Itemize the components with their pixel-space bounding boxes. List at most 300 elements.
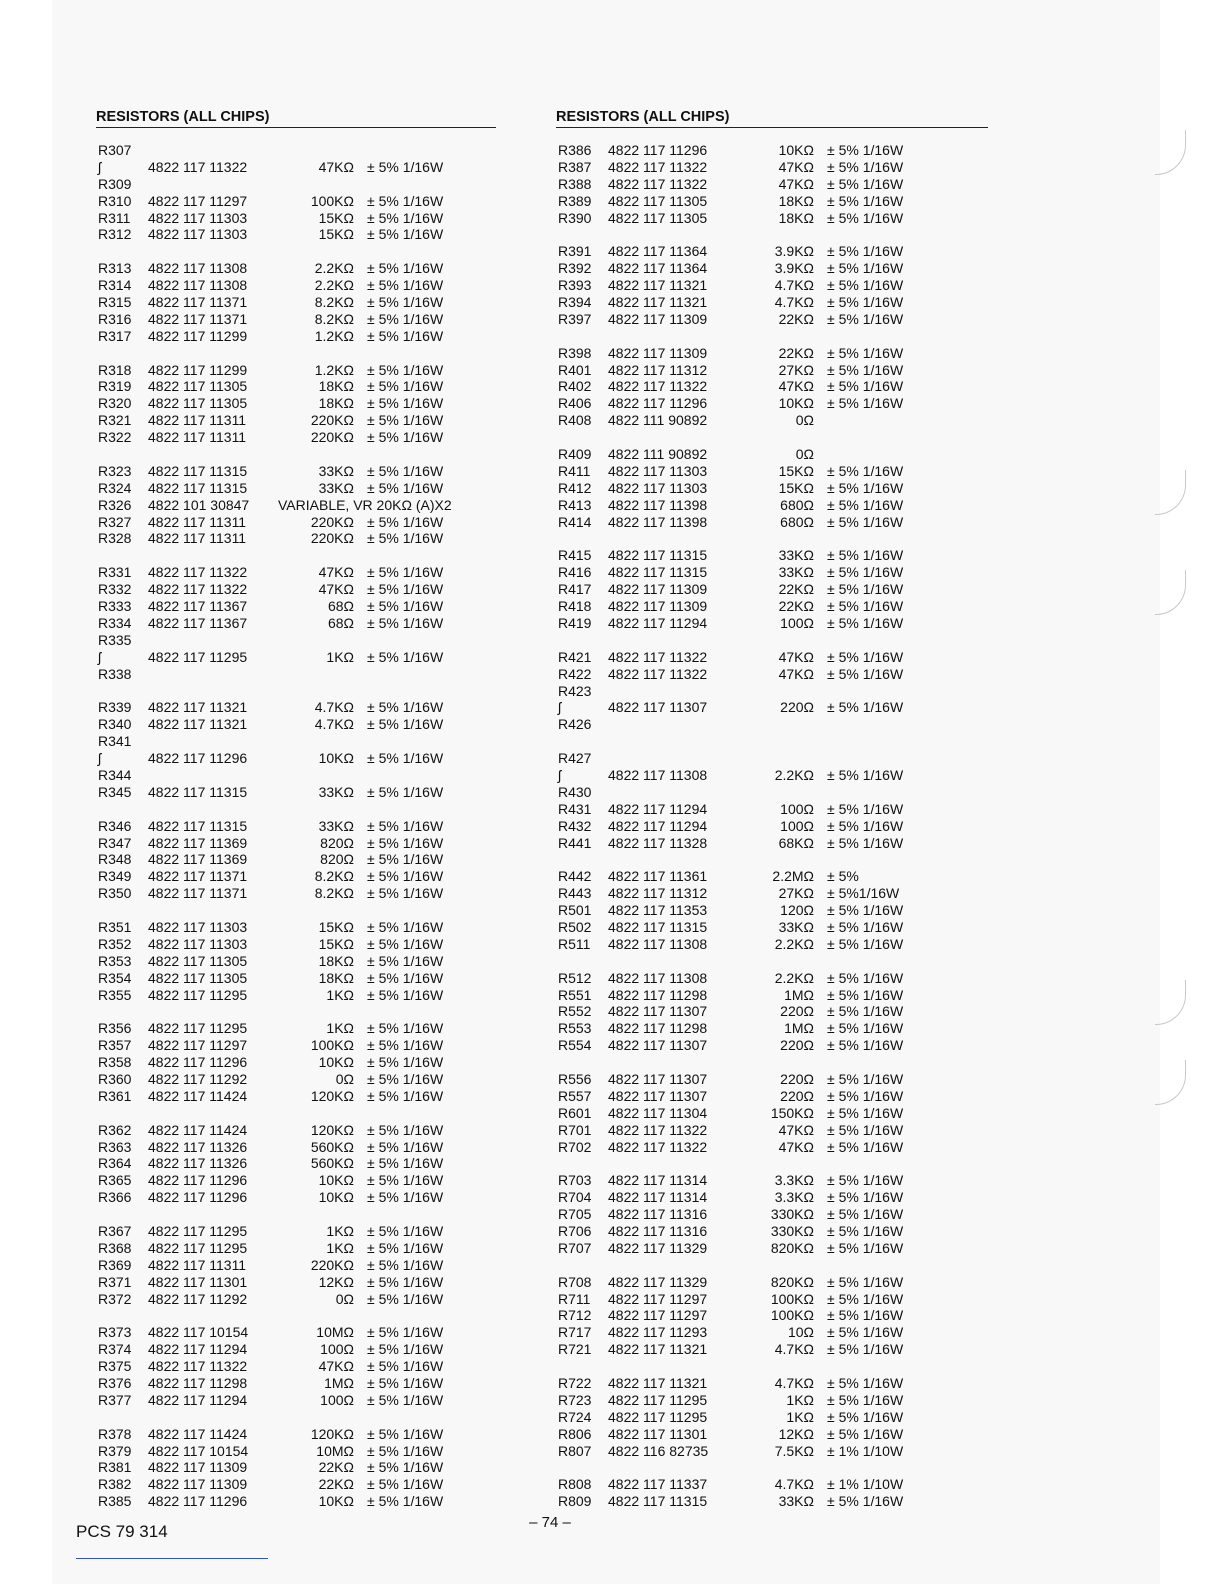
resistance-value: 330KΩ [770,1223,814,1239]
tolerance-rating: ± 5% 1/16W [367,1054,444,1071]
parts-row [556,1392,988,1409]
resistance-value: 33KΩ [318,817,354,834]
section-heading: RESISTORS (ALL CHIPS) [96,108,496,128]
tolerance-rating: ± 5% 1/16W [367,648,444,665]
tolerance-rating: ± 5% 1/16W [367,1391,444,1408]
ref-designator: R423 [558,682,592,699]
ref-designator: ʃ [558,699,562,716]
ref-designator: R388 [558,175,592,192]
part-number: 4822 117 11314 [608,1172,708,1189]
ref-designator: R362 [98,1121,132,1138]
resistance-value: 8.2KΩ [314,310,354,327]
ref-designator: R347 [98,834,132,851]
parts-row [556,294,988,311]
tolerance-rating: ± 5% 1/16W [367,834,444,851]
tolerance-rating: ± 5% 1/16W [367,581,444,598]
part-number: 4822 117 11315 [148,462,248,479]
part-number: 4822 117 11308 [608,766,708,783]
part-number: 4822 117 11308 [148,260,248,277]
parts-row [556,699,988,716]
tolerance-rating: ± 1% 1/10W [827,1442,904,1459]
part-number: 4822 117 11311 [148,412,247,429]
parts-row [556,615,988,632]
tolerance-rating: ± 5% 1/16W [827,986,904,1003]
part-number: 4822 117 11321 [148,716,248,733]
row-spacer [96,1206,496,1223]
ref-designator: R389 [558,192,592,209]
ref-designator: R340 [98,716,132,733]
ref-designator: R427 [558,750,592,767]
parts-row [556,1341,988,1358]
tolerance-rating: ± 5% 1/16W [367,378,444,395]
ref-designator: R501 [558,902,592,919]
resistance-value: 10MΩ [316,1324,354,1341]
part-number: 4822 117 11301 [608,1425,708,1442]
parts-row [96,598,496,615]
ref-designator: R408 [558,412,592,429]
resistance-value: 0Ω [795,446,814,463]
parts-row [556,547,988,564]
ref-designator: R552 [558,1003,592,1020]
tolerance-rating: ± 1% 1/10W [827,1476,904,1493]
row-spacer [556,953,988,970]
ref-designator: R352 [98,935,132,952]
ref-designator: R426 [558,716,592,733]
ref-designator: R385 [98,1493,132,1510]
tolerance-rating: ± 5% 1/16W [827,209,904,226]
parts-row [96,1274,496,1291]
resistance-value: 220KΩ [310,530,354,547]
ref-designator: R311 [98,209,131,226]
resistance-value: 220KΩ [310,429,354,446]
row-spacer [96,683,496,700]
part-number: 4822 117 11295 [148,1239,248,1256]
part-number: 4822 117 11315 [608,564,708,581]
ref-designator: R322 [98,429,132,446]
part-number: 4822 117 11364 [608,243,708,260]
ref-designator: R443 [558,885,592,902]
parts-row [556,1020,988,1037]
resistance-value: 120KΩ [310,1087,354,1104]
parts-row [96,395,496,412]
resistance-value: 330KΩ [770,1206,814,1223]
row-spacer [556,1257,988,1274]
parts-row [556,598,988,615]
part-number: 4822 117 11309 [608,344,708,361]
parts-row [556,1122,988,1139]
resistance-value: 1KΩ [326,1239,354,1256]
resistance-value: 18KΩ [318,969,354,986]
ref-designator: ʃ [98,648,102,665]
document-code: PCS 79 314 [76,1522,168,1541]
ref-designator: R418 [558,598,592,615]
ref-designator: R554 [558,1037,592,1054]
part-number: 4822 117 11369 [148,851,248,868]
resistance-value: 68Ω [327,614,354,631]
parts-row [96,1037,496,1054]
part-number: 4822 117 11315 [608,918,708,935]
parts-row [96,767,496,784]
parts-row [96,328,496,345]
ref-designator: R808 [558,1476,592,1493]
ref-designator: R724 [558,1408,592,1425]
ref-designator: R361 [98,1087,132,1104]
row-spacer [556,632,988,649]
resistance-value: 2.2KΩ [314,260,354,277]
tolerance-rating: ± 5% 1/16W [367,361,444,378]
ref-designator: R349 [98,868,132,885]
parts-row [556,142,988,159]
tolerance-rating: ± 5% 1/16W [367,530,444,547]
part-number: 4822 117 11296 [608,142,708,158]
ref-designator: R511 [558,935,591,952]
part-number: 4822 117 11322 [608,158,708,175]
resistance-value: 33KΩ [778,547,814,564]
tolerance-rating: ± 5% 1/16W [367,1290,444,1307]
resistance-value: 100Ω [320,1341,354,1358]
part-number: 4822 117 11296 [148,1189,248,1206]
ref-designator: R394 [558,294,592,311]
parts-row [556,581,988,598]
parts-row [96,530,496,547]
parts-row [556,362,988,379]
parts-row [96,1324,496,1341]
ref-designator: R409 [558,446,592,463]
part-number: 4822 117 11307 [608,1087,708,1104]
ref-designator: R442 [558,868,592,885]
part-number: 4822 117 11303 [608,462,708,479]
resistance-value: 1KΩ [786,1391,814,1408]
part-number: 4822 117 11371 [148,885,248,902]
tolerance-rating: ± 5% 1/16W [827,817,904,834]
resistance-value: 1MΩ [324,1375,354,1392]
parts-row [96,1443,496,1460]
row-spacer [556,1155,988,1172]
part-number: 4822 117 11322 [608,378,708,395]
part-number: 4822 117 11315 [148,783,248,800]
resistance-value: 820KΩ [770,1273,814,1290]
parts-row [556,936,988,953]
parts-row [96,1172,496,1189]
resistance-value: 10KΩ [778,142,814,158]
resistance-value: 4.7KΩ [774,1375,814,1392]
resistance-value: 18KΩ [318,378,354,395]
resistance-value: 120Ω [780,902,814,919]
tolerance-rating: ± 5% 1/16W [367,277,444,294]
ref-designator: R411 [558,462,591,479]
resistance-value: 3.9KΩ [774,243,814,260]
resistance-value: 4.7KΩ [774,277,814,294]
part-number: 4822 117 11297 [608,1290,708,1307]
resistance-value: 33KΩ [318,783,354,800]
tolerance-rating: ± 5% 1/16W [827,902,904,919]
parts-row [556,1139,988,1156]
tolerance-rating: ± 5% 1/16W [827,547,904,564]
tolerance-rating: ± 5% 1/16W [827,243,904,260]
resistance-value: 15KΩ [318,209,354,226]
tolerance-rating: ± 5% 1/16W [367,699,444,716]
binder-hole-mark [1155,980,1186,1025]
tolerance-rating: ± 5% 1/16W [827,310,904,327]
row-spacer [556,851,988,868]
part-number: 4822 117 11293 [608,1324,708,1341]
tolerance-rating: ± 5% 1/16W [367,1087,444,1104]
tolerance-rating: ± 5% 1/16W [827,158,904,175]
parts-list [556,142,988,1510]
parts-row [96,818,496,835]
resistance-value: 1.2KΩ [314,327,354,344]
ref-designator: R556 [558,1070,592,1087]
row-spacer [96,1003,496,1020]
parts-row [556,446,988,463]
ref-designator: R422 [558,665,592,682]
part-number: 4822 117 11307 [608,699,708,716]
ref-designator: R704 [558,1189,592,1206]
part-number: 4822 117 11296 [608,395,708,412]
resistance-value: 220KΩ [310,513,354,530]
part-number: 4822 117 11296 [148,1493,248,1510]
parts-row [96,1139,496,1156]
resistance-value: 18KΩ [318,395,354,412]
resistance-value: 47KΩ [778,648,814,665]
resistance-value: 68Ω [327,598,354,615]
parts-row [556,345,988,362]
parts-row [556,243,988,260]
parts-row [96,1459,496,1476]
tolerance-rating: ± 5% 1/16W [827,1223,904,1239]
part-number: 4822 117 11424 [148,1087,248,1104]
resistance-value: 4.7KΩ [774,294,814,311]
tolerance-rating: ± 5% 1/16W [827,1172,904,1189]
parts-row [556,902,988,919]
tolerance-rating: ± 5% 1/16W [367,716,444,733]
parts-row [556,1375,988,1392]
ref-designator: R355 [98,986,132,1003]
resistance-value: 68KΩ [778,834,814,851]
part-number: 4822 117 11424 [148,1121,248,1138]
part-number: 4822 117 11311 [148,530,247,547]
ref-designator: R369 [98,1256,132,1273]
parts-row [96,716,496,733]
tolerance-rating: ± 5% 1/16W [827,1121,904,1138]
part-number: 4822 117 11312 [608,885,708,902]
part-number: 4822 117 11309 [608,598,708,615]
resistance-value: 3.3KΩ [774,1172,814,1189]
resistance-value: 27KΩ [778,885,814,902]
part-number: 4822 117 11296 [148,1172,248,1189]
part-number: 4822 117 11322 [148,1358,248,1375]
part-number: 4822 117 11303 [148,209,248,226]
part-number: 4822 117 11322 [608,1121,708,1138]
tolerance-rating: ± 5% 1/16W [827,1104,904,1121]
row-spacer [96,1105,496,1122]
parts-row [96,784,496,801]
parts-row [556,801,988,818]
ref-designator: R374 [98,1341,132,1358]
part-number: 4822 117 11294 [608,614,708,631]
parts-row [556,260,988,277]
part-number: 4822 117 11361 [608,868,708,885]
parts-row [556,159,988,176]
part-number: 4822 117 11297 [148,192,248,209]
part-number: 4822 117 11329 [608,1273,708,1290]
ref-designator: R315 [98,294,132,311]
tolerance-rating: ± 5% 1/16W [367,564,444,581]
section-heading: RESISTORS (ALL CHIPS) [556,108,988,128]
tolerance-rating: ± 5% 1/16W [367,1273,444,1290]
tolerance-rating: ± 5% 1/16W [827,1239,904,1256]
part-number: 4822 117 11294 [608,817,708,834]
right-column [556,108,988,1510]
tolerance-rating: ± 5% 1/16W [367,817,444,834]
part-number: 4822 117 11308 [608,935,708,952]
tolerance-rating: ± 5% 1/16W [367,1121,444,1138]
tolerance-rating: ± 5% 1/16W [827,277,904,294]
part-number: 4822 117 11353 [608,902,708,919]
tolerance-rating: ± 5% 1/16W [827,175,904,192]
ref-designator: R551 [558,986,592,1003]
part-number: 4822 117 11304 [608,1104,708,1121]
resistance-value: 100KΩ [310,192,354,209]
tolerance-rating: ± 5% 1/16W [827,766,904,783]
row-spacer [96,1409,496,1426]
part-number: 4822 111 90892 [608,446,708,463]
ref-designator: R415 [558,547,592,564]
ref-designator: R338 [98,665,132,682]
part-number: 4822 117 11303 [148,226,248,243]
resistance-value: 22KΩ [778,581,814,598]
part-number: 4822 117 11322 [148,158,248,175]
part-number: 4822 117 11316 [608,1223,708,1239]
parts-row [96,1392,496,1409]
row-spacer [96,345,496,362]
resistance-value: 47KΩ [778,1121,814,1138]
tolerance-rating: ± 5% 1/16W [367,260,444,277]
resistance-value: 47KΩ [778,175,814,192]
ref-designator: R708 [558,1273,592,1290]
parts-row [96,1426,496,1443]
part-number: 4822 101 30847 [148,496,250,513]
part-number: 4822 117 11307 [608,1070,708,1087]
parts-row [96,699,496,716]
ref-designator: R320 [98,395,132,412]
part-number: 4822 117 11305 [608,192,708,209]
ref-designator: R368 [98,1239,132,1256]
tolerance-rating: ± 5% 1/16W [827,462,904,479]
part-number: 4822 117 11301 [148,1273,248,1290]
parts-row [96,581,496,598]
tolerance-rating: ± 5% 1/16W [367,1037,444,1054]
tolerance-rating: ± 5% 1/16W [827,1206,904,1223]
parts-row [96,1375,496,1392]
parts-row [96,987,496,1004]
tolerance-rating: ± 5% 1/16W [367,1020,444,1037]
parts-row [556,868,988,885]
resistance-value: 820Ω [320,834,354,851]
resistance-value: 1KΩ [326,648,354,665]
part-number: 4822 117 11322 [608,1138,708,1155]
ref-designator: R318 [98,361,132,378]
ref-designator: R328 [98,530,132,547]
resistance-value: 33KΩ [778,1493,814,1510]
parts-row [556,1206,988,1223]
parts-row [96,159,496,176]
ref-designator: R363 [98,1138,132,1155]
tolerance-rating: ± 5% 1/16W [827,665,904,682]
parts-row [556,277,988,294]
part-number: 4822 117 11295 [148,648,248,665]
part-number: 4822 117 11315 [608,1493,708,1510]
tolerance-rating: ± 5% 1/16W [367,1375,444,1392]
resistance-value: 4.7KΩ [314,699,354,716]
parts-row [556,1476,988,1493]
ref-designator: R360 [98,1070,132,1087]
part-number: 4822 117 11299 [148,361,248,378]
parts-row [556,514,988,531]
parts-row [96,1054,496,1071]
ref-designator: ʃ [98,158,102,175]
parts-row [96,193,496,210]
part-number: 4822 117 11295 [148,1223,248,1239]
resistance-value: 1MΩ [784,1020,814,1037]
part-number: 4822 117 11298 [148,1375,248,1392]
part-number: 4822 117 11315 [148,479,248,496]
tolerance-rating: ± 5% 1/16W [827,1070,904,1087]
resistance-value: 100Ω [780,800,814,817]
ref-designator: R323 [98,462,132,479]
tolerance-rating: ± 5% 1/16W [367,885,444,902]
resistance-value: 27KΩ [778,361,814,378]
tolerance-rating: ± 5% 1/16W [367,952,444,969]
part-number: 4822 117 11309 [608,310,708,327]
tolerance-rating: ± 5% 1/16W [367,209,444,226]
row-spacer [556,328,988,345]
resistance-value: 100Ω [780,614,814,631]
resistance-value: 18KΩ [318,952,354,969]
parts-row [556,1291,988,1308]
parts-row [96,514,496,531]
resistance-value: 560KΩ [310,1138,354,1155]
part-number: 4822 117 11299 [148,327,248,344]
parts-row [556,1493,988,1510]
parts-row [556,1426,988,1443]
parts-row [556,176,988,193]
ref-designator: R807 [558,1442,592,1459]
resistance-value: 220KΩ [310,412,354,429]
part-number: 4822 117 11308 [608,969,708,986]
parts-row [96,176,496,193]
part-description: VARIABLE, VR 20KΩ (A)X2 [278,496,452,513]
parts-row [96,497,496,514]
tolerance-rating: ± 5% 1/16W [367,1324,444,1341]
tolerance-rating: ± 5% 1/16W [827,648,904,665]
parts-row [556,480,988,497]
resistance-value: 47KΩ [778,1138,814,1155]
tolerance-rating: ± 5% 1/16W [367,294,444,311]
ref-designator: R707 [558,1239,592,1256]
part-number: 4822 117 11321 [608,1341,708,1358]
tolerance-rating: ± 5% 1/16W [367,750,444,767]
parts-row [96,294,496,311]
ref-designator: R365 [98,1172,132,1189]
ref-designator: R364 [98,1155,132,1172]
tolerance-rating: ± 5% 1/16W [367,598,444,615]
parts-row [556,818,988,835]
ref-designator: R373 [98,1324,132,1341]
ref-designator: R431 [558,800,592,817]
row-spacer [556,226,988,243]
resistance-value: 220Ω [780,1087,814,1104]
